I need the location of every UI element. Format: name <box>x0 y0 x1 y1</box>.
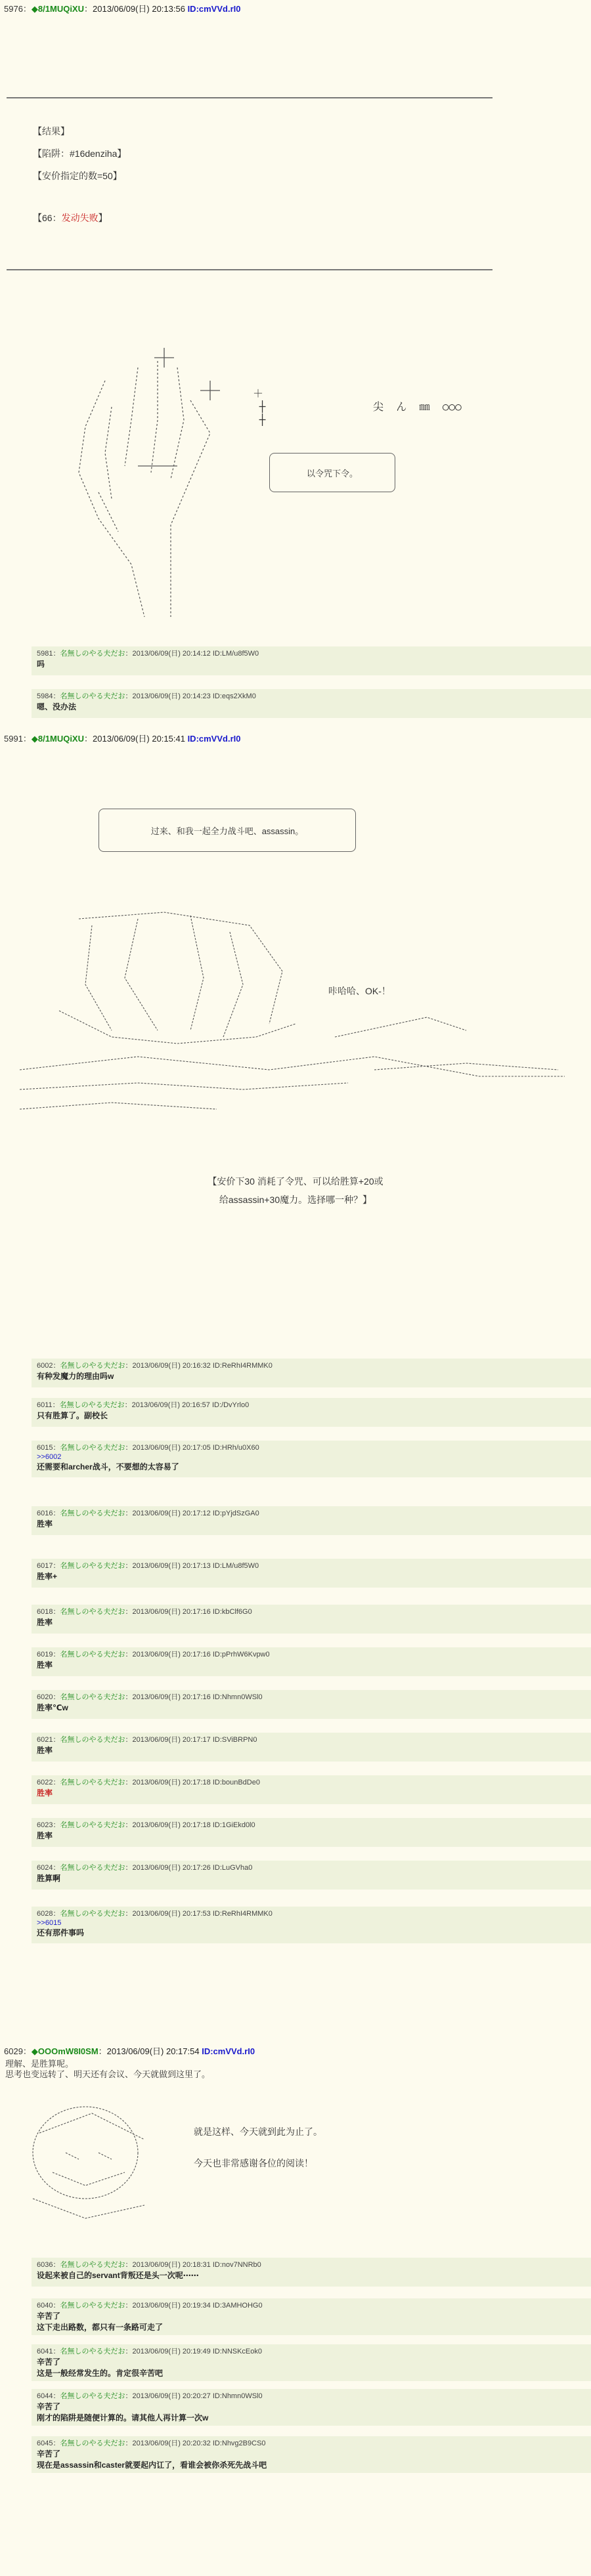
speech-text: 过来、和我一起全力战斗吧、assassin。 <box>150 826 304 836</box>
reply-number[interactable]: 5984 <box>37 692 53 700</box>
reply-post <box>32 1907 591 1943</box>
reply-post <box>32 1775 591 1804</box>
reply-author: 名無しのやる夫だお <box>60 2348 125 2355</box>
reply-meta: 6023：名無しのやる夫だお：2013/06/09(日) 20:17:18 ID:1GiEkd0l0 <box>37 1821 255 1829</box>
post-date: ：2013/06/09(日) 20:15:41 <box>84 734 188 744</box>
post-date: ：2013/06/09(日) 20:13:56 <box>84 4 188 14</box>
post-author[interactable]: ◆8/1MUQiXU <box>31 734 84 744</box>
reply-date: 2013/06/09(日) 20:17:16 <box>132 1651 211 1658</box>
reply-date: 2013/06/09(日) 20:14:23 <box>132 692 211 700</box>
reply-id[interactable]: ID:LuGVha0 <box>212 1864 253 1872</box>
reply-meta: 6028：名無しのやる夫だお：2013/06/09(日) 20:17:53 ID:ReRhI4RMMK0 <box>37 1910 273 1918</box>
reply-date: 2013/06/09(日) 20:17:53 <box>132 1910 211 1918</box>
reply-date: 2013/06/09(日) 20:14:12 <box>132 650 211 658</box>
post-id[interactable]: ID:cmVVd.rI0 <box>187 734 241 744</box>
reply-number[interactable]: 6017 <box>37 1562 53 1570</box>
reply-meta: 6045：名無しのやる夫だお：2013/06/09(日) 20:20:32 ID:Nhvg2B9CS0 <box>37 2439 266 2447</box>
divider <box>7 269 492 270</box>
reply-body: 胜率 <box>37 1660 53 1670</box>
reply-body: 这是一般经常发生的。肯定很辛苦吧 <box>37 2369 164 2378</box>
reply-author: 名無しのやる夫だお <box>60 1736 125 1744</box>
reply-number[interactable]: 6022 <box>37 1779 53 1786</box>
reply-number[interactable]: 6028 <box>37 1910 53 1918</box>
reply-meta: 6040：名無しのやる夫だお：2013/06/09(日) 20:19:34 ID:3AMHOHG0 <box>37 2302 263 2310</box>
post-author[interactable]: ◆OOOmW8I0SM <box>31 2046 98 2056</box>
reply-date: 2013/06/09(日) 20:20:32 <box>132 2439 211 2447</box>
reply-id[interactable]: ID:Nhmn0WSl0 <box>212 1693 263 1701</box>
reply-post <box>32 1441 591 1477</box>
reply-number[interactable]: 6015 <box>37 1444 53 1452</box>
reply-id[interactable]: ID:1GiEkd0l0 <box>212 1821 255 1829</box>
reply-id[interactable]: ID:kbClf6G0 <box>212 1608 252 1616</box>
reply-meta: 6036：名無しのやる夫だお：2013/06/09(日) 20:18:31 ID:nov7NNRb0 <box>37 2261 261 2269</box>
reply-date: 2013/06/09(日) 20:16:57 <box>131 1401 210 1409</box>
reply-body: 现在是assassin和caster就要起内讧了，看谁会被你杀死先战斗吧 <box>37 2460 267 2470</box>
reply-date: 2013/06/09(日) 20:17:05 <box>132 1444 211 1452</box>
reply-post <box>32 1733 591 1762</box>
reply-meta: 6021：名無しのやる夫だお：2013/06/09(日) 20:17:17 ID:SViBRPN0 <box>37 1736 257 1744</box>
reply-body: 辛苦了 <box>37 2312 61 2321</box>
reply-post <box>32 1690 591 1719</box>
reply-post <box>32 2298 591 2335</box>
reply-body: 胜率 <box>37 1618 53 1627</box>
reply-meta: 6019：名無しのやる夫だお：2013/06/09(日) 20:17:16 ID:pPrhW6Kvpw0 <box>37 1651 270 1658</box>
reply-body: 胜率 <box>37 1831 53 1840</box>
reply-post <box>32 1818 591 1847</box>
post-id[interactable]: ID:cmVVd.rI0 <box>202 2046 255 2056</box>
reply-number[interactable]: 6024 <box>37 1864 53 1872</box>
post-id[interactable]: ID:cmVVd.rI0 <box>187 4 241 14</box>
reply-id[interactable]: ID:Nhvg2B9CS0 <box>212 2439 266 2447</box>
reply-post <box>32 1398 591 1427</box>
reply-date: 2013/06/09(日) 20:16:32 <box>132 1362 211 1370</box>
assassin-art <box>7 906 571 1129</box>
reply-date: 2013/06/09(日) 20:17:13 <box>132 1562 211 1570</box>
post-number: 5991： <box>4 734 32 744</box>
assassin-reply: 咔哈哈、OK-！ <box>328 986 391 996</box>
reply-number[interactable]: 6040 <box>37 2302 53 2310</box>
reply-post <box>32 1647 591 1676</box>
reply-body: 胜率 <box>37 1746 53 1755</box>
reply-number[interactable]: 6011 <box>37 1401 53 1409</box>
reply-anchor-link[interactable]: >>6015 <box>37 1919 62 1927</box>
speech-bubble <box>269 453 395 492</box>
reply-post <box>32 1559 591 1588</box>
reply-author: 名無しのやる夫だお <box>60 650 125 658</box>
reply-post <box>32 2436 591 2473</box>
result-outcome-tail: 】 <box>98 213 108 223</box>
reply-date: 2013/06/09(日) 20:19:34 <box>132 2302 211 2310</box>
reply-date: 2013/06/09(日) 20:17:16 <box>132 1693 211 1701</box>
reply-meta: 5984：名無しのやる夫だお：2013/06/09(日) 20:14:23 ID:eqs2XkM0 <box>37 692 256 700</box>
reply-meta: 6024：名無しのやる夫だお：2013/06/09(日) 20:17:26 ID:LuGVha0 <box>37 1864 253 1872</box>
reply-meta: 6022：名無しのやる夫だお：2013/06/09(日) 20:17:18 ID:bounBdDe0 <box>37 1779 260 1786</box>
reply-body: 辛苦了 <box>37 2357 61 2367</box>
reply-author: 名無しのやる夫だお <box>60 1651 125 1658</box>
exclaim-aa: ＋ ┼ 尖 ん ㎜ ○○○ ┼ <box>253 387 462 426</box>
divider <box>7 97 492 98</box>
reply-author: 名無しのやる夫だお <box>60 1693 125 1701</box>
post-text-line-1: 理解、是胜算呢。 <box>5 2059 74 2069</box>
post-header-5976 <box>4 4 240 14</box>
reply-meta: 6015：名無しのやる夫だお：2013/06/09(日) 20:17:05 ID:HRh/u0X60 <box>37 1444 259 1452</box>
reply-meta: 6041：名無しのやる夫だお：2013/06/09(日) 20:19:49 ID:NNSKcEok0 <box>37 2348 263 2355</box>
reply-date: 2013/06/09(日) 20:17:16 <box>132 1608 211 1616</box>
reply-post <box>32 1506 591 1535</box>
reply-meta: 6044：名無しのやる夫だお：2013/06/09(日) 20:20:27 ID:Nhmn0WSl0 <box>37 2392 263 2400</box>
reply-author: 名無しのやる夫だお <box>60 1510 125 1517</box>
hand-art <box>59 328 256 630</box>
reply-id[interactable]: ID:LM/u8f5W0 <box>212 650 259 658</box>
reply-id[interactable]: ID:ReRhI4RMMK0 <box>212 1910 273 1918</box>
reply-meta: 6020：名無しのやる夫だお：2013/06/09(日) 20:17:16 ID:Nhmn0WSl0 <box>37 1693 263 1701</box>
reply-id[interactable]: ID:HRh/u0X60 <box>212 1444 259 1452</box>
post-header-5991 <box>4 734 240 744</box>
result-outcome-prefix: 【66： <box>33 213 62 223</box>
closing-line-1: 就是这样、今天就到此为止了。 <box>194 2126 322 2137</box>
reply-date: 2013/06/09(日) 20:17:12 <box>132 1510 211 1517</box>
reply-meta: 6002：名無しのやる夫だお：2013/06/09(日) 20:16:32 ID:ReRhI4RMMK0 <box>37 1362 273 1370</box>
reply-author: 名無しのやる夫だお <box>60 2439 125 2447</box>
reply-number[interactable]: 6044 <box>37 2392 53 2400</box>
reply-author: 名無しのやる夫だお <box>60 1910 125 1918</box>
reply-number[interactable]: 5981 <box>37 650 53 658</box>
reply-meta: 6018：名無しのやる夫だお：2013/06/09(日) 20:17:16 ID:kbClf6G0 <box>37 1608 252 1616</box>
reply-body: 吗 <box>37 660 45 669</box>
reply-number[interactable]: 6020 <box>37 1693 53 1701</box>
reply-post <box>32 2258 591 2287</box>
reply-author: 名無しのやる夫だお <box>60 1444 125 1452</box>
reply-number[interactable]: 6023 <box>37 1821 53 1829</box>
reply-date: 2013/06/09(日) 20:20:27 <box>132 2392 211 2400</box>
reply-post <box>32 689 591 718</box>
reply-author: 名無しのやる夫だお <box>60 692 125 700</box>
reply-id[interactable]: ID:LM/u8f5W0 <box>212 1562 259 1570</box>
reply-meta: 6017：名無しのやる夫だお：2013/06/09(日) 20:17:13 ID:LM/u8f5W0 <box>37 1562 259 1570</box>
reply-body: 胜率 <box>37 1519 53 1529</box>
reply-post <box>32 2389 591 2426</box>
result-outcome-red: 发动失败 <box>61 213 98 223</box>
reply-date: 2013/06/09(日) 20:17:18 <box>132 1821 211 1829</box>
reply-date: 2013/06/09(日) 20:19:49 <box>132 2348 211 2355</box>
reply-number[interactable]: 6002 <box>37 1362 53 1370</box>
reply-post <box>32 1605 591 1634</box>
reply-author: 名無しのやる夫だお <box>60 2302 125 2310</box>
reply-body: 胜率℃w <box>37 1703 68 1712</box>
reply-number[interactable]: 6041 <box>37 2348 53 2355</box>
post-number: 6029： <box>4 2046 32 2056</box>
reply-id[interactable]: ID:3AMHOHG0 <box>212 2302 263 2310</box>
choice-line-2: 给assassin+30魔力。选择哪一种？】 <box>219 1194 372 1205</box>
reply-author: 名無しのやる夫だお <box>60 1608 125 1616</box>
closing-line-2: 今天也非常感谢各位的阅读！ <box>194 2158 313 2168</box>
reply-post <box>32 2344 591 2381</box>
reply-date: 2013/06/09(日) 20:17:17 <box>132 1736 211 1744</box>
reply-number[interactable]: 6045 <box>37 2439 53 2447</box>
reply-body: 还有那件事吗 <box>37 1928 85 1937</box>
post-author[interactable]: ◆8/1MUQiXU <box>31 4 84 14</box>
reply-body: 辛苦了 <box>37 2449 61 2459</box>
reply-id[interactable]: ID:eqs2XkM0 <box>212 692 256 700</box>
reply-body: 胜算啊 <box>37 1874 61 1883</box>
reply-author: 名無しのやる夫だお <box>60 1779 125 1786</box>
reply-body: 这下走出路数，都只有一条路可走了 <box>37 2323 164 2332</box>
reply-body: 还需要和archer战斗，不要想的太容易了 <box>37 1462 179 1471</box>
result-title: 【结果】 <box>33 126 70 137</box>
reply-number[interactable]: 6018 <box>37 1608 53 1616</box>
reply-id[interactable]: ID:nov7NNRb0 <box>212 2261 261 2269</box>
post-number: 5976： <box>4 4 32 14</box>
reply-post <box>32 1359 591 1387</box>
result-outcome <box>33 211 108 224</box>
reply-id[interactable]: ID:Nhmn0WSl0 <box>212 2392 263 2400</box>
reply-number[interactable]: 6016 <box>37 1510 53 1517</box>
reply-author: 名無しのやる夫だお <box>60 1562 125 1570</box>
post-header-6029 <box>4 2046 255 2057</box>
post-date: ：2013/06/09(日) 20:17:54 <box>98 2046 202 2056</box>
reply-date: 2013/06/09(日) 20:18:31 <box>132 2261 211 2269</box>
speech-text: 以令咒下令。 <box>306 468 358 478</box>
reply-id[interactable]: ID:bounBdDe0 <box>212 1779 260 1786</box>
reply-body: 嗯、没办法 <box>37 702 77 711</box>
reply-id[interactable]: ID:NNSKcEok0 <box>212 2348 263 2355</box>
reply-author: 名無しのやる夫だお <box>60 2261 125 2269</box>
reply-id[interactable]: ID:pYjdSzGA0 <box>212 1510 259 1517</box>
result-number: 【安价指定的数=50】 <box>33 171 122 181</box>
reply-id[interactable]: ID:SViBRPN0 <box>212 1736 257 1744</box>
choice-line-1: 【安价下30 消耗了令咒、可以给胜算+20或 <box>208 1176 383 1187</box>
reply-number[interactable]: 6019 <box>37 1651 53 1658</box>
reply-body: 有种发魔力的理由吗w <box>37 1372 114 1381</box>
reply-date: 2013/06/09(日) 20:17:26 <box>132 1864 211 1872</box>
reply-anchor-link[interactable]: >>6002 <box>37 1453 62 1461</box>
reply-author: 名無しのやる夫だお <box>60 1864 125 1872</box>
reply-author: 名無しのやる夫だお <box>59 1401 125 1409</box>
reply-body: 设起来被自己的servant背叛还是头一次呢⋯⋯ <box>37 2271 199 2280</box>
speech-bubble <box>98 809 356 852</box>
post-text-line-2: 思考也变远转了、明天还有会议、今天就做到这里了。 <box>5 2069 211 2079</box>
reply-body: 胜率 <box>37 1788 53 1798</box>
reply-meta: 6016：名無しのやる夫だお：2013/06/09(日) 20:17:12 ID:pYjdSzGA0 <box>37 1510 259 1517</box>
reply-body: 辛苦了 <box>37 2402 61 2411</box>
reply-author: 名無しのやる夫だお <box>60 1362 125 1370</box>
reply-author: 名無しのやる夫だお <box>60 1821 125 1829</box>
reply-author: 名無しのやる夫だお <box>60 2392 125 2400</box>
reply-post <box>32 1861 591 1890</box>
reply-meta: 5981：名無しのやる夫だお：2013/06/09(日) 20:14:12 ID:LM/u8f5W0 <box>37 650 259 658</box>
reply-id[interactable]: ID:/DvYrlo0 <box>211 1401 250 1409</box>
reply-post <box>32 646 591 675</box>
reply-body: 刚才的陷阱是随便计算的。请其他人再计算一次w <box>37 2413 209 2422</box>
result-trap: 【陷阱：#16denziha】 <box>33 148 127 159</box>
reply-number[interactable]: 6021 <box>37 1736 53 1744</box>
reply-body: 胜率+ <box>37 1572 58 1581</box>
reply-id[interactable]: ID:pPrhW6Kvpw0 <box>212 1651 270 1658</box>
reply-id[interactable]: ID:ReRhI4RMMK0 <box>212 1362 273 1370</box>
reply-body: 只有胜算了。副校长 <box>37 1411 108 1420</box>
closing-figure-art <box>13 2094 171 2238</box>
reply-meta: 6011：名無しのやる夫だお：2013/06/09(日) 20:16:57 ID:/DvYrlo0 <box>37 1401 250 1409</box>
reply-number[interactable]: 6036 <box>37 2261 53 2269</box>
reply-date: 2013/06/09(日) 20:17:18 <box>132 1779 211 1786</box>
